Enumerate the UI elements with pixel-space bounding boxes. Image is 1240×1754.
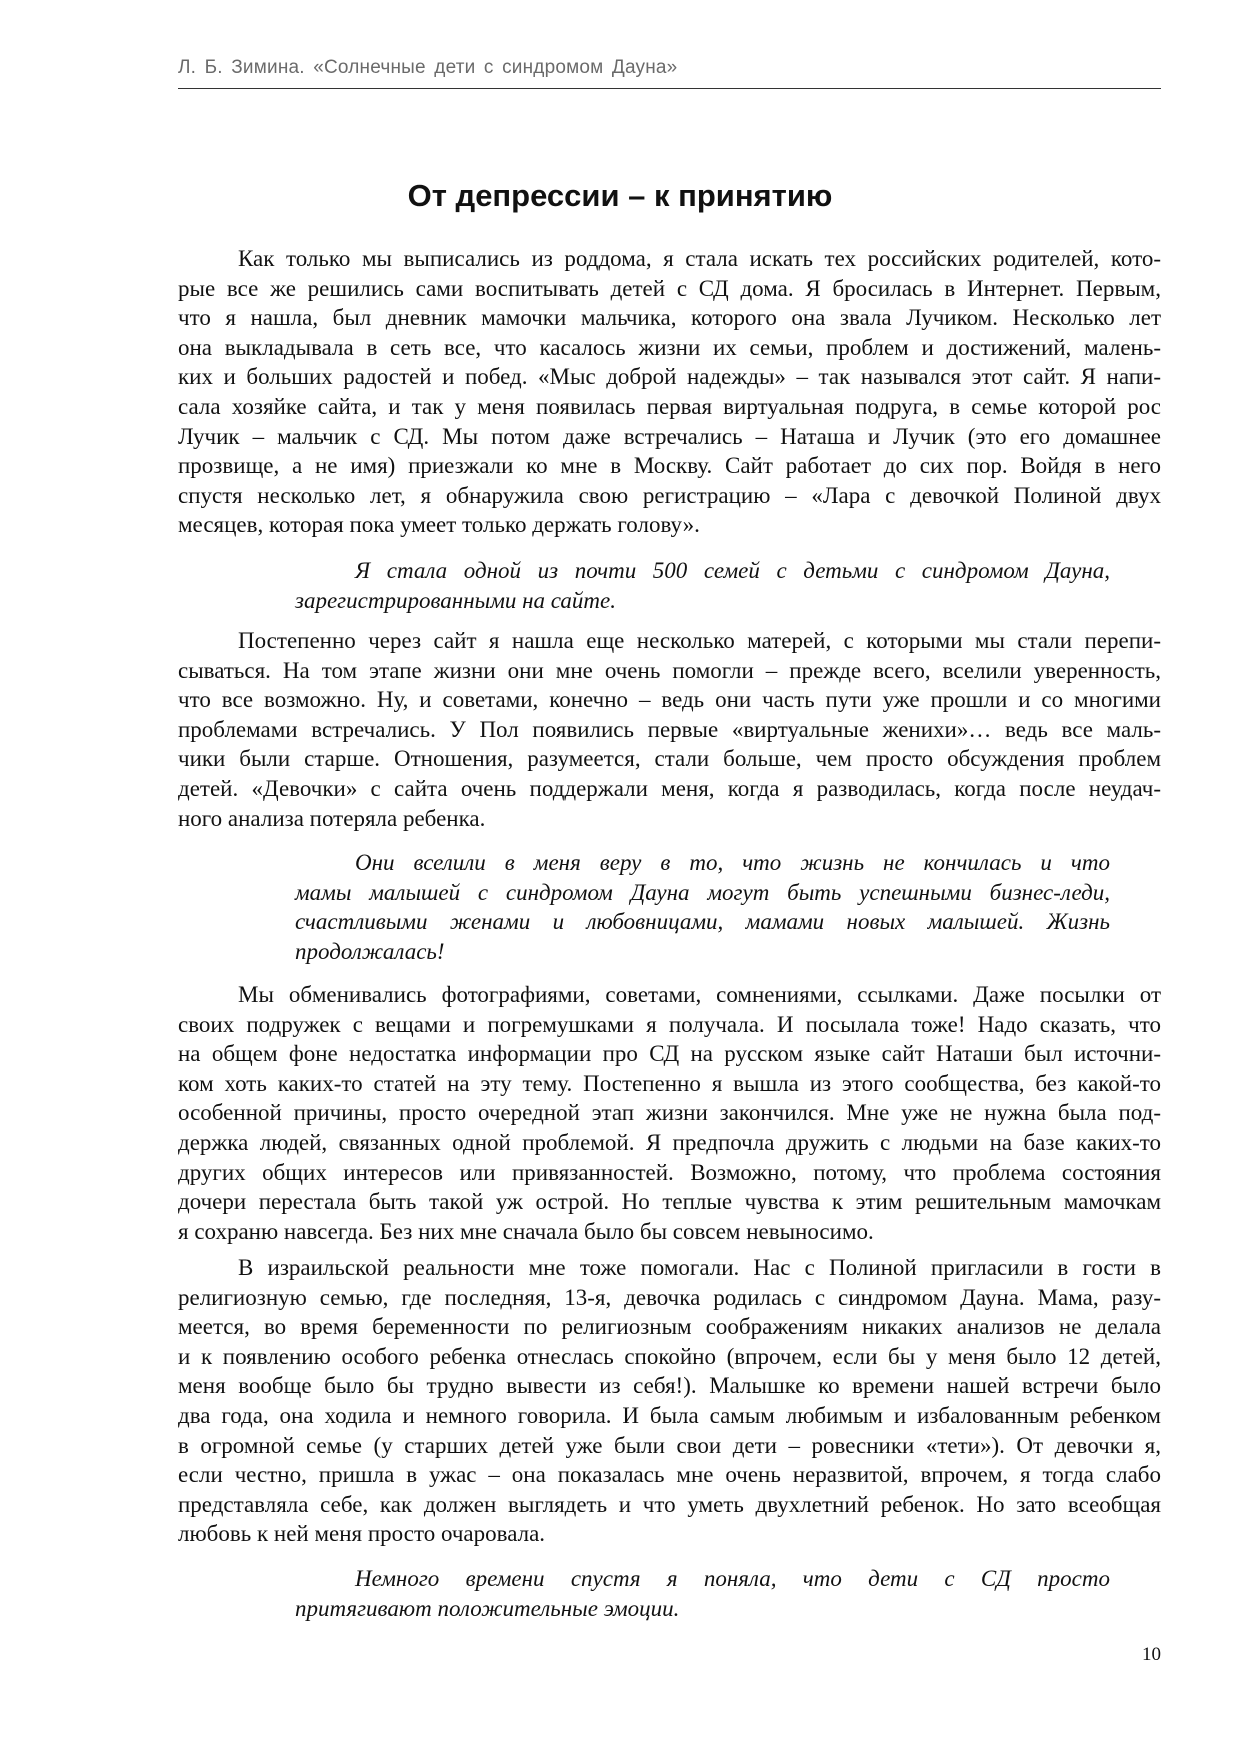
text-line: Постепенно через сайт я нашла еще несколько матерей, с которыми мы стали перепи- xyxy=(238,628,1161,653)
text-line: прозвище, а не имя) приезжали ко мне в Москву. Сайт работает до сих пор. Войдя в него xyxy=(178,453,1161,479)
text-line: рые все же решились сами воспитывать детей с СД дома. Я бросилась в Интернет. Первым, xyxy=(178,275,1161,301)
text-line: зарегистрированными на сайте. xyxy=(295,587,616,613)
text-line: два года, она ходила и немного говорила. И была самым любимым и избалованным ребенком xyxy=(178,1402,1161,1428)
text-line: в огромной семье (у старших детей уже были свои дети – ровесники «тети»). От девочки я, xyxy=(178,1432,1161,1458)
text-line: В израильской реальности мне тоже помогали. Нас с Полиной пригласили в гости в xyxy=(238,1255,1161,1280)
text-line: ком хоть каких-то статей на эту тему. Постепенно я вышла из этого сообщества, без какой-то xyxy=(178,1070,1161,1096)
text-line: держка людей, связанных одной проблемой. Я предпочла дружить с людьми на базе каких-то xyxy=(178,1129,1161,1155)
paragraph xyxy=(178,980,1161,1246)
page-number: 10 xyxy=(1142,1644,1161,1665)
text-line: Я стала одной из почти 500 семей с детьми с синдромом Дауна, xyxy=(355,558,1110,583)
text-line: особенной причины, просто очередной этап жизни закончился. Мне уже не нужна была под- xyxy=(178,1100,1161,1126)
text-line: притягивают положительные эмоции. xyxy=(295,1595,680,1621)
pull-quote xyxy=(295,556,1110,615)
text-line: чики были старше. Отношения, разумеется, стали больше, чем просто обсуждения проблем xyxy=(178,746,1161,772)
text-line: меня вообще было бы трудно вывести из себя!). Малышке ко времени нашей встречи было xyxy=(178,1373,1161,1399)
text-line: своих подружек с вещами и погремушками я получала. И посылала тоже! Надо сказать, что xyxy=(178,1011,1161,1037)
text-line: ного анализа потеряла ребенка. xyxy=(178,805,486,831)
text-line: сываться. На том этапе жизни они мне очень помогли – прежде всего, вселили уверенность, xyxy=(178,657,1161,683)
pull-quote xyxy=(295,848,1110,966)
text-line: она выкладывала в сеть все, что касалось жизни их семьи, проблем и достижений, малень- xyxy=(178,334,1161,360)
text-line: сала хозяйке сайта, и так у меня появилась первая виртуальная подруга, в семье которой рос xyxy=(178,393,1161,419)
pull-quote xyxy=(295,1564,1110,1623)
text-line: я сохраню навсегда. Без них мне сначала было бы совсем невыносимо. xyxy=(178,1218,874,1244)
text-line: других общих интересов или привязанностей. Возможно, потому, что проблема состояния xyxy=(178,1159,1161,1185)
text-line: месяцев, которая пока умеет только держать голову». xyxy=(178,512,700,538)
text-line: на общем фоне недостатка информации про СД на русском языке сайт Наташи был источни- xyxy=(178,1041,1161,1067)
text-line: и к появлению особого ребенка отнеслась спокойно (впрочем, если бы у меня было 12 детей, xyxy=(178,1343,1161,1369)
text-line: продолжалась! xyxy=(295,938,445,964)
text-line: Как только мы выписались из роддома, я стала искать тех российских родителей, кото- xyxy=(238,246,1161,271)
header-divider xyxy=(178,88,1161,89)
text-line: детей. «Девочки» с сайта очень поддержали меня, когда я разводилась, когда после неудач- xyxy=(178,775,1161,801)
text-line: проблемами встречались. У Пол появились первые «виртуальные женихи»… ведь все маль- xyxy=(178,716,1161,742)
paragraph xyxy=(178,244,1161,540)
text-line: Немного времени спустя я поняла, что дети с СД просто xyxy=(355,1566,1110,1591)
text-line: что я нашла, был дневник мамочки мальчика, которого она звала Лучиком. Несколько лет xyxy=(178,305,1161,331)
text-line: любовь к ней меня просто очаровала. xyxy=(178,1521,546,1547)
text-line: мамы малышей с синдромом Дауна могут быть успешными бизнес-леди, xyxy=(295,879,1110,905)
text-line: Мы обменивались фотографиями, советами, сомнениями, ссылками. Даже посылки от xyxy=(238,982,1161,1007)
paragraph xyxy=(178,626,1161,833)
running-header: Л. Б. Зимина. «Солнечные дети с синдромом Дауна» xyxy=(178,57,678,78)
text-line: религиозную семью, где последняя, 13-я, девочка родилась с синдромом Дауна. Мама, разу- xyxy=(178,1284,1161,1310)
text-line: что все возможно. Ну, и советами, конечно – ведь они часть пути уже прошли и со многими xyxy=(178,687,1161,713)
paragraph xyxy=(178,1253,1161,1549)
text-line: дочери перестала быть такой уж острой. Но теплые чувства к этим решительным мамочкам xyxy=(178,1189,1161,1215)
text-line: Они вселили в меня веру в то, что жизнь не кончилась и что xyxy=(355,850,1110,875)
text-line: Лучик – мальчик с СД. Мы потом даже встречались – Наташа и Лучик (это его домашнее xyxy=(178,423,1161,449)
text-line: представляла себе, как должен выглядеть и что уметь двухлетний ребенок. Но зато всеобщая xyxy=(178,1491,1161,1517)
text-line: спустя несколько лет, я обнаружила свою регистрацию – «Лара с девочкой Полиной двух xyxy=(178,482,1161,508)
text-line: меется, во время беременности по религиозным соображениям никаких анализов не делала xyxy=(178,1314,1161,1340)
section-title: От депрессии – к принятию xyxy=(407,178,833,213)
text-line: ких и больших радостей и побед. «Мыс доброй надежды» – так назывался этот сайт. Я напи- xyxy=(178,364,1161,390)
text-line: счастливыми женами и любовницами, мамами новых малышей. Жизнь xyxy=(295,909,1110,935)
text-line: если честно, пришла в ужас – она показалась мне очень неразвитой, впрочем, я тогда слабо xyxy=(178,1462,1161,1488)
